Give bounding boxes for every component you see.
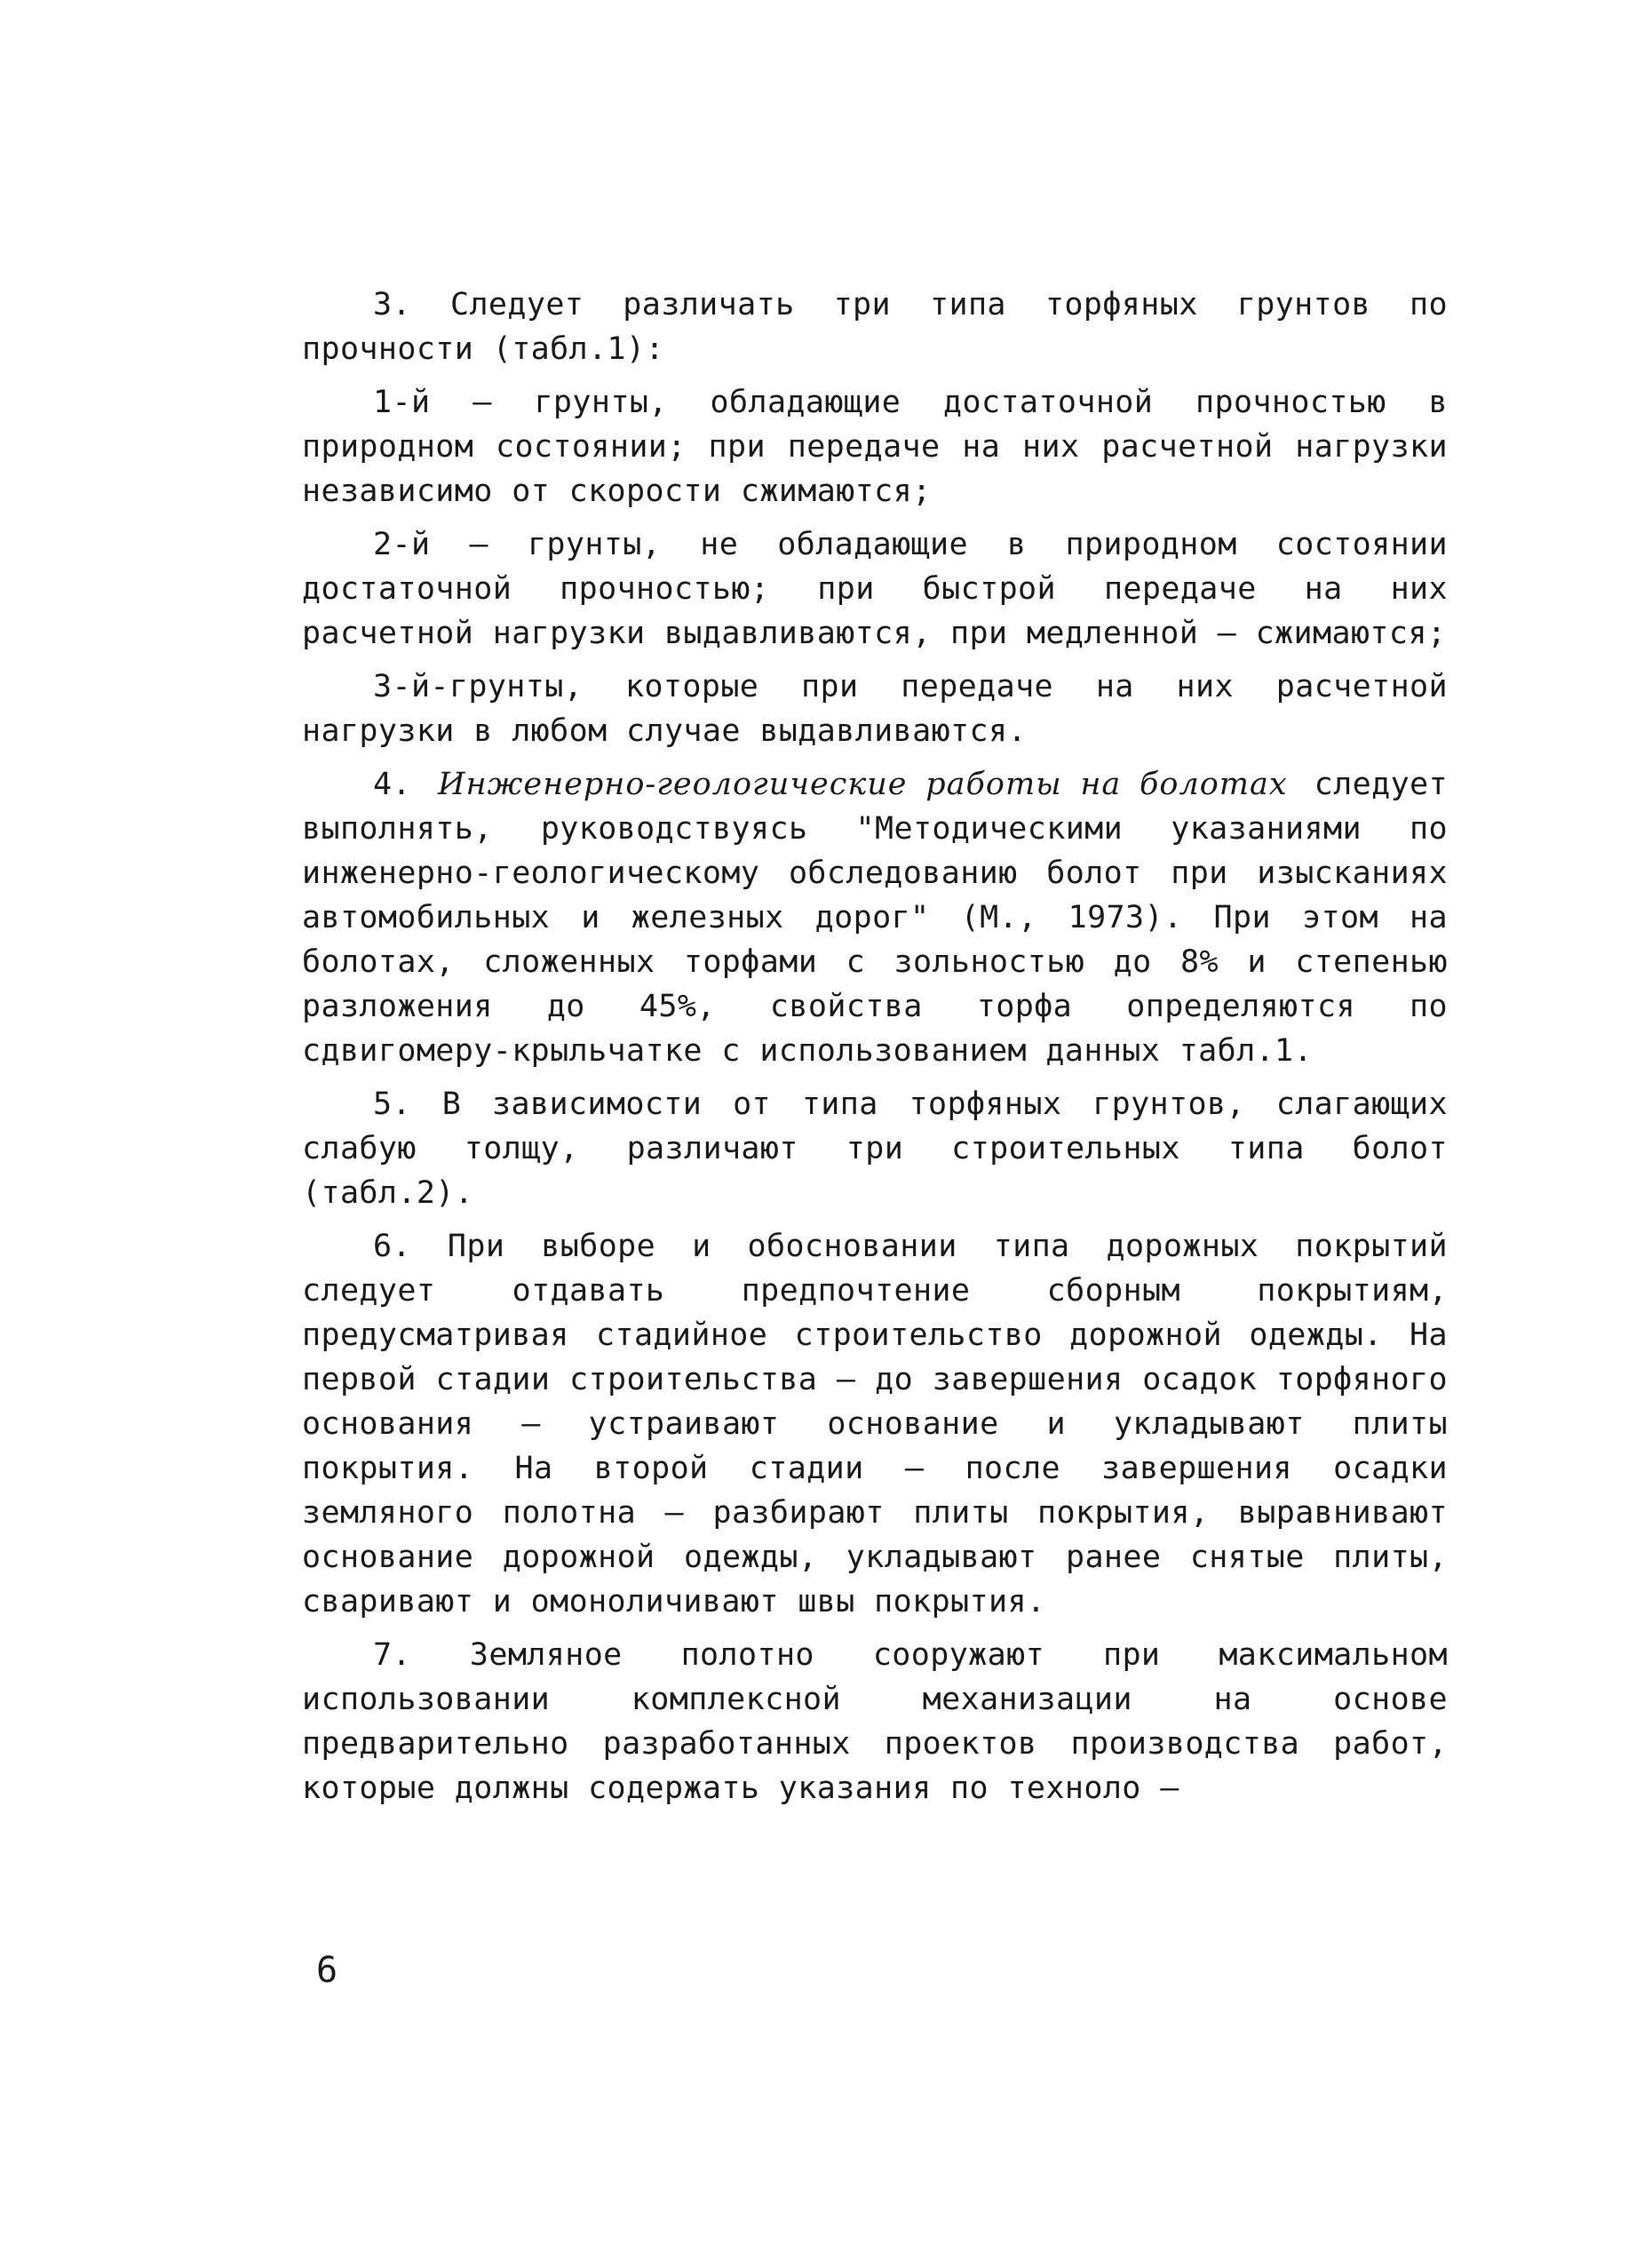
paragraph-4-text: следует выполнять, руководствуясь "Методическими указаниями по инженерно-геологическому обследованию болот при изысканиях автомобильных и железных дорог" (М., 1973). При этом на болотах, сложенных торфами с зольностью до 8% и степенью разложения до 45%, свойства торфа определяются по сдвигомеру-крыльчатке с использованием данных табл.1. bbox=[302, 767, 1448, 1069]
page-body bbox=[302, 283, 1448, 1819]
paragraph-3: 3. Следует различать три типа торфяных грунтов по прочности (табл.1): bbox=[302, 287, 1448, 367]
paragraph-3-type-3: 3-й-грунты, которые при передаче на них расчетной нагрузки в любом случае выдавливаются. bbox=[302, 669, 1448, 749]
paragraph-4-lead: 4. bbox=[373, 767, 439, 802]
paragraph-5: 5. В зависимости от типа торфяных грунтов, слагающих слабую толщу, различают три строительных типа болот (табл.2). bbox=[302, 1086, 1448, 1211]
paragraph-4 bbox=[302, 762, 1448, 1073]
page-number: 6 bbox=[316, 1950, 338, 1991]
paragraph-3-type-2: 2-й – грунты, не обладающие в природном состоянии достаточной прочностью; при быстрой передаче на них расчетной нагрузки выдавливаются, при медленной – сжимаются; bbox=[302, 527, 1448, 651]
paragraph-6: 6. При выборе и обосновании типа дорожных покрытий следует отдавать предпочтение сборным покрытиям, предусматривая стадийное строительство дорожной одежды. На первой стадии строительства – до завершения осадок торфяного основания – устраивают основание и укладывают плиты покрытия. На второй стадии – после завершения осадки земляного полотна – разбирают плиты покрытия, выравнивают основание дорожной одежды, укладывают ранее снятые плиты, сваривают и омоноличивают швы покрытия. bbox=[302, 1229, 1448, 1619]
paragraph-3-type-1: 1-й – грунты, обладающие достаточной прочностью в природном состоянии; при передаче на них расчетной нагрузки независимо от скорости сжимаются; bbox=[302, 385, 1448, 509]
paragraph-7: 7. Земляное полотно сооружают при максимальном использовании комплексной механизации на основе предварительно разработанных проектов производства работ, которые должны содержать указания по техноло – bbox=[302, 1637, 1448, 1806]
paragraph-4-italic: Инженерно-геологические работы на болотах bbox=[438, 767, 1288, 802]
